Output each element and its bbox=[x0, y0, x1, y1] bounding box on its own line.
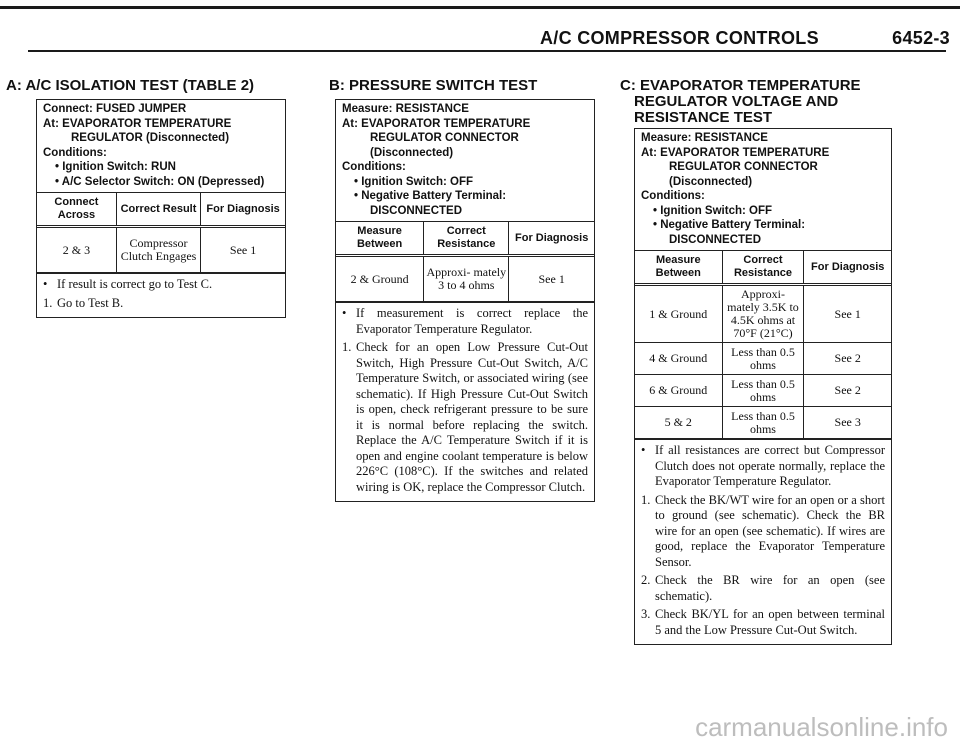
section-c-notes bbox=[635, 439, 891, 644]
column-header: Connect Across bbox=[37, 193, 116, 227]
section-a-conditions bbox=[37, 100, 285, 192]
section-c-title bbox=[620, 78, 892, 126]
table-cell: 2 & Ground bbox=[336, 256, 424, 302]
condition-line: • Ignition Switch: RUN bbox=[55, 161, 176, 173]
page-header bbox=[540, 28, 950, 49]
table-cell: 2 & 3 bbox=[37, 227, 116, 273]
condition-line: REGULATOR CONNECTOR bbox=[370, 132, 519, 144]
note-item bbox=[43, 296, 279, 312]
page-title: A/C COMPRESSOR CONTROLS bbox=[540, 28, 819, 48]
table-row bbox=[635, 343, 891, 375]
note-marker: 2. bbox=[641, 573, 651, 587]
table-row bbox=[37, 227, 285, 273]
condition-line: REGULATOR CONNECTOR bbox=[669, 161, 818, 173]
page-number: 6452-3 bbox=[892, 28, 950, 48]
section-c-title-line: C: EVAPORATOR TEMPERATURE bbox=[620, 77, 861, 94]
column-header: For Diagnosis bbox=[804, 251, 891, 285]
table-cell: Less than 0.5 ohms bbox=[722, 375, 804, 407]
note-item bbox=[641, 573, 885, 604]
condition-line: (Disconnected) bbox=[370, 146, 454, 159]
condition-line: Measure: RESISTANCE bbox=[641, 132, 768, 144]
watermark-text: carmanualsonline.info bbox=[695, 712, 948, 742]
table-cell: See 1 bbox=[201, 227, 285, 273]
note-text: Check BK/YL for an open between terminal 5 and the Low Pressure Cut-Out Switch. bbox=[655, 607, 885, 637]
note-text: If result is correct go to Test C. bbox=[57, 277, 213, 291]
table-cell: See 2 bbox=[804, 375, 891, 407]
table-cell: 6 & Ground bbox=[635, 375, 722, 407]
condition-line: REGULATOR (Disconnected) bbox=[71, 132, 230, 144]
section-b-notes bbox=[336, 302, 594, 501]
section-b-box bbox=[335, 99, 595, 502]
condition-line: • Ignition Switch: OFF bbox=[653, 204, 773, 217]
column-header: Correct Resistance bbox=[424, 222, 509, 256]
column-header: Measure Between bbox=[635, 251, 722, 285]
column-header: For Diagnosis bbox=[201, 193, 285, 227]
note-marker: 1. bbox=[641, 492, 651, 507]
table-cell: 1 & Ground bbox=[635, 285, 722, 343]
condition-line: Connect: FUSED JUMPER bbox=[43, 103, 187, 115]
table-cell: Less than 0.5 ohms bbox=[722, 407, 804, 439]
condition-line: • Negative Battery Terminal: bbox=[354, 190, 507, 202]
note-marker: 3. bbox=[641, 607, 651, 621]
table-cell: Less than 0.5 ohms bbox=[722, 343, 804, 375]
condition-line: Conditions: bbox=[641, 190, 705, 202]
condition-line: • Ignition Switch: OFF bbox=[354, 175, 474, 188]
section-a-isolation-test bbox=[6, 77, 286, 318]
section-a-table bbox=[37, 192, 285, 273]
top-rule bbox=[0, 6, 960, 9]
note-item bbox=[641, 493, 885, 571]
note-text: Check the BR wire for an open (see schematic). bbox=[655, 573, 885, 603]
header-rule bbox=[28, 50, 946, 52]
table-cell: 5 & 2 bbox=[635, 407, 722, 439]
table-cell: 4 & Ground bbox=[635, 343, 722, 375]
section-b-title: B: PRESSURE SWITCH TEST bbox=[329, 77, 538, 94]
section-b-conditions bbox=[336, 100, 594, 221]
column-header: Measure Between bbox=[336, 222, 424, 256]
note-text: Check for an open Low Pressure Cut-Out Switch, High Pressure Cut-Out Switch, A/C Temperature Switch, or associated wiring (see schematic). If High Pressure Cut-Out Switch is open, check refrigerant pressure to be sure it is normal before replacing the switch. Replace the A/C Temperature Switch if it is open and engine coolant temperature is below 226°C (108°C). If the switches and related wiring is OK, replace the Compressor Clutch. bbox=[356, 340, 588, 494]
note-text: If measurement is correct replace the Evaporator Temperature Regulator. bbox=[356, 306, 588, 336]
note-item bbox=[641, 607, 885, 638]
section-c-evaporator-test bbox=[620, 77, 892, 645]
note-text: Check the BK/WT wire for an open or a short to ground (see schematic). Check the BR wire for an open (see schematic). If wires are good, replace the Evaporator Temperature Sensor. bbox=[655, 492, 885, 569]
note-item bbox=[342, 340, 588, 495]
note-marker: • bbox=[43, 277, 48, 291]
note-item bbox=[43, 277, 279, 293]
note-marker: 1. bbox=[43, 295, 53, 310]
condition-line: At: EVAPORATOR TEMPERATURE bbox=[641, 146, 830, 159]
note-marker: 1. bbox=[342, 340, 352, 354]
section-a-box bbox=[36, 99, 286, 318]
column-header: Correct Result bbox=[116, 193, 200, 227]
section-b-pressure-switch-test bbox=[329, 77, 595, 502]
section-c-title-line: REGULATOR VOLTAGE AND bbox=[634, 93, 839, 110]
column-header: Correct Resistance bbox=[722, 251, 804, 285]
table-cell: See 2 bbox=[804, 343, 891, 375]
note-marker: • bbox=[342, 306, 347, 320]
note-item bbox=[641, 443, 885, 490]
condition-line: DISCONNECTED bbox=[669, 233, 762, 246]
table-cell: Compressor Clutch Engages bbox=[116, 227, 200, 273]
table-row bbox=[635, 285, 891, 343]
section-a-title: A: A/C ISOLATION TEST (TABLE 2) bbox=[6, 77, 255, 94]
condition-line: Measure: RESISTANCE bbox=[342, 103, 469, 115]
table-row bbox=[635, 375, 891, 407]
note-item bbox=[342, 306, 588, 337]
condition-line: (Disconnected) bbox=[669, 175, 753, 188]
table-cell: See 1 bbox=[804, 285, 891, 343]
condition-line: At: EVAPORATOR TEMPERATURE bbox=[43, 117, 232, 130]
table-row bbox=[635, 407, 891, 439]
condition-line: Conditions: bbox=[43, 146, 107, 159]
table-cell: See 3 bbox=[804, 407, 891, 439]
condition-line: • A/C Selector Switch: ON (Depressed) bbox=[55, 175, 265, 188]
table-cell: See 1 bbox=[509, 256, 594, 302]
section-c-table bbox=[635, 250, 891, 439]
section-c-conditions bbox=[635, 129, 891, 250]
note-marker: • bbox=[641, 443, 646, 457]
section-b-table bbox=[336, 221, 594, 302]
condition-line: At: EVAPORATOR TEMPERATURE bbox=[342, 117, 531, 130]
table-cell: Approxi- mately 3 to 4 ohms bbox=[424, 256, 509, 302]
table-row bbox=[336, 256, 594, 302]
table-cell: Approxi- mately 3.5K to 4.5K ohms at 70°F (21°C) bbox=[722, 285, 804, 343]
section-c-title-line: RESISTANCE TEST bbox=[634, 109, 773, 126]
note-text: If all resistances are correct but Compressor Clutch does not operate normally, replace the Evaporator Temperature Regulator. bbox=[655, 443, 885, 488]
condition-line: Conditions: bbox=[342, 161, 406, 173]
condition-line: • Negative Battery Terminal: bbox=[653, 219, 806, 231]
column-header: For Diagnosis bbox=[509, 222, 594, 256]
condition-line: DISCONNECTED bbox=[370, 204, 463, 217]
section-c-box bbox=[634, 128, 892, 645]
section-a-notes bbox=[37, 273, 285, 317]
note-text: Go to Test B. bbox=[57, 295, 124, 310]
